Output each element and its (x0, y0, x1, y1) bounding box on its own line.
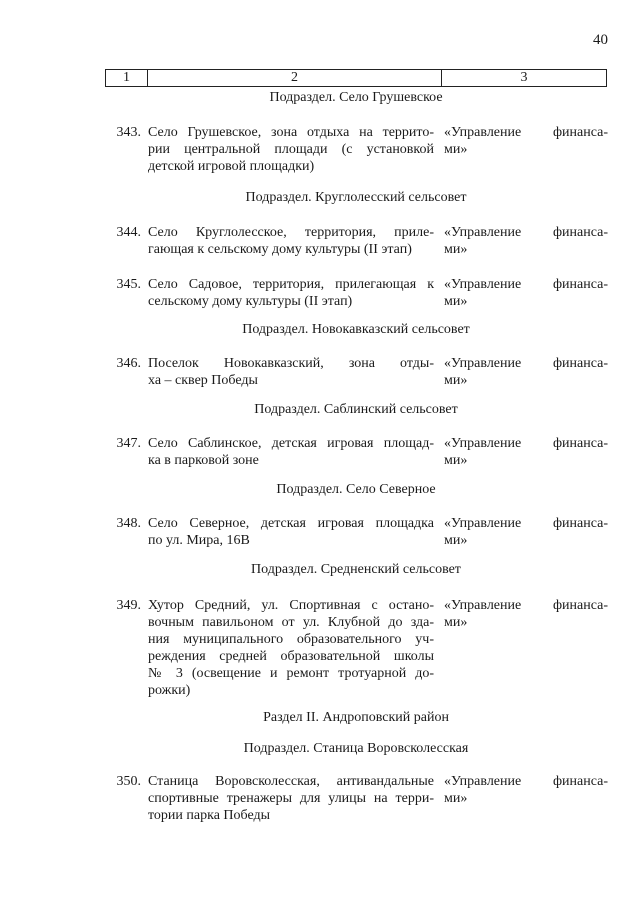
executor-text: «Управление (444, 436, 522, 451)
executor-text: финанса- (552, 125, 608, 140)
subsection-heading: Подраздел. Село Северное (276, 482, 436, 497)
executor-text: «Управление (444, 774, 522, 789)
desc-line: спортивные тренажеры для улицы на терри- (148, 791, 434, 806)
executor-text: ми» (444, 615, 468, 630)
item-number: 349. (116, 598, 141, 613)
subsection-heading: Подраздел. Саблинский сельсовет (254, 402, 458, 417)
desc-line: Село Саблинское, детская игровая площад- (148, 436, 434, 451)
desc-line: реждения средней образовательной школы (148, 649, 434, 664)
desc-line: Село Северное, детская игровая площадка (148, 516, 434, 531)
desc-line: ка в парковой зоне (148, 453, 259, 468)
executor-text: «Управление (444, 516, 522, 531)
item-description (148, 773, 434, 824)
page-number: 40 (593, 32, 608, 48)
desc-line: Село Садовое, территория, прилегающая к (148, 277, 434, 292)
item-executor (444, 124, 608, 158)
item-description (148, 597, 434, 699)
desc-line: по ул. Мира, 16В (148, 533, 250, 548)
executor-text: финанса- (552, 774, 608, 789)
item-executor (444, 276, 608, 310)
executor-text: «Управление (444, 356, 522, 371)
desc-line: ния муниципального образовательного уч- (148, 632, 434, 647)
item-executor (444, 355, 608, 389)
header-col-3: 3 (520, 70, 528, 85)
executor-text: финанса- (552, 356, 608, 371)
desc-line: Станица Воровсколесская, антивандальные (148, 774, 434, 789)
desc-line: сельскому дому культуры (II этап) (148, 294, 353, 309)
item-executor (444, 597, 608, 631)
item-description (148, 124, 434, 175)
executor-text: «Управление (444, 125, 522, 140)
item-number: 343. (116, 125, 141, 140)
desc-line: рожки) (148, 683, 191, 698)
desc-line: Хутор Средний, ул. Спортивная с остано- (148, 598, 434, 613)
desc-line: ха – сквер Победы (148, 373, 258, 388)
executor-text: ми» (444, 453, 468, 468)
executor-text: ми» (444, 791, 468, 806)
desc-line: № 3 (освещение и ремонт тротуарной до- (148, 666, 434, 681)
executor-text: ми» (444, 373, 468, 388)
item-description (148, 224, 434, 258)
subsection-heading: Подраздел. Круглолесский сельсовет (245, 190, 467, 205)
section-heading: Раздел II. Андроповский район (263, 710, 449, 725)
desc-line: вочным павильоном от ул. Клубной до зда- (148, 615, 434, 630)
executor-text: «Управление (444, 277, 522, 292)
executor-text: финанса- (552, 277, 608, 292)
subsection-heading: Подраздел. Село Грушевское (269, 90, 443, 105)
desc-line: тории парка Победы (148, 808, 271, 823)
item-number: 346. (116, 356, 141, 371)
executor-text: финанса- (552, 225, 608, 240)
desc-line: гающая к сельскому дому культуры (II этап) (148, 242, 412, 257)
item-description (148, 355, 434, 389)
executor-text: ми» (444, 294, 468, 309)
item-description (148, 276, 434, 310)
item-executor (444, 224, 608, 258)
header-col-2: 2 (148, 70, 442, 86)
executor-text: ми» (444, 242, 468, 257)
item-number: 344. (116, 225, 141, 240)
item-description (148, 435, 434, 469)
subsection-heading: Подраздел. Станица Воровсколесская (243, 741, 469, 756)
subsection-heading: Подраздел. Новокавказский сельсовет (242, 322, 470, 337)
desc-line: рии центральной площади (с установкой (148, 142, 434, 157)
executor-text: финанса- (552, 516, 608, 531)
item-number: 347. (116, 436, 141, 451)
executor-text: «Управление (444, 598, 522, 613)
item-number: 350. (116, 774, 141, 789)
desc-line: Село Круглолесское, территория, приле- (148, 225, 434, 240)
desc-line: Село Грушевское, зона отдыха на террито- (148, 125, 434, 140)
table-header (105, 69, 607, 87)
executor-text: ми» (444, 142, 468, 157)
item-number: 345. (116, 277, 141, 292)
item-description (148, 515, 434, 549)
subsection-heading: Подраздел. Средненский сельсовет (251, 562, 461, 577)
desc-line: Поселок Новокавказский, зона отды- (148, 356, 434, 371)
header-col-1: 1 (106, 70, 148, 86)
executor-text: «Управление (444, 225, 522, 240)
executor-text: ми» (444, 533, 468, 548)
executor-text: финанса- (552, 598, 608, 613)
item-number: 348. (116, 516, 141, 531)
desc-line: детской игровой площадки) (148, 159, 315, 174)
item-executor (444, 435, 608, 469)
item-executor (444, 773, 608, 807)
item-executor (444, 515, 608, 549)
executor-text: финанса- (552, 436, 608, 451)
